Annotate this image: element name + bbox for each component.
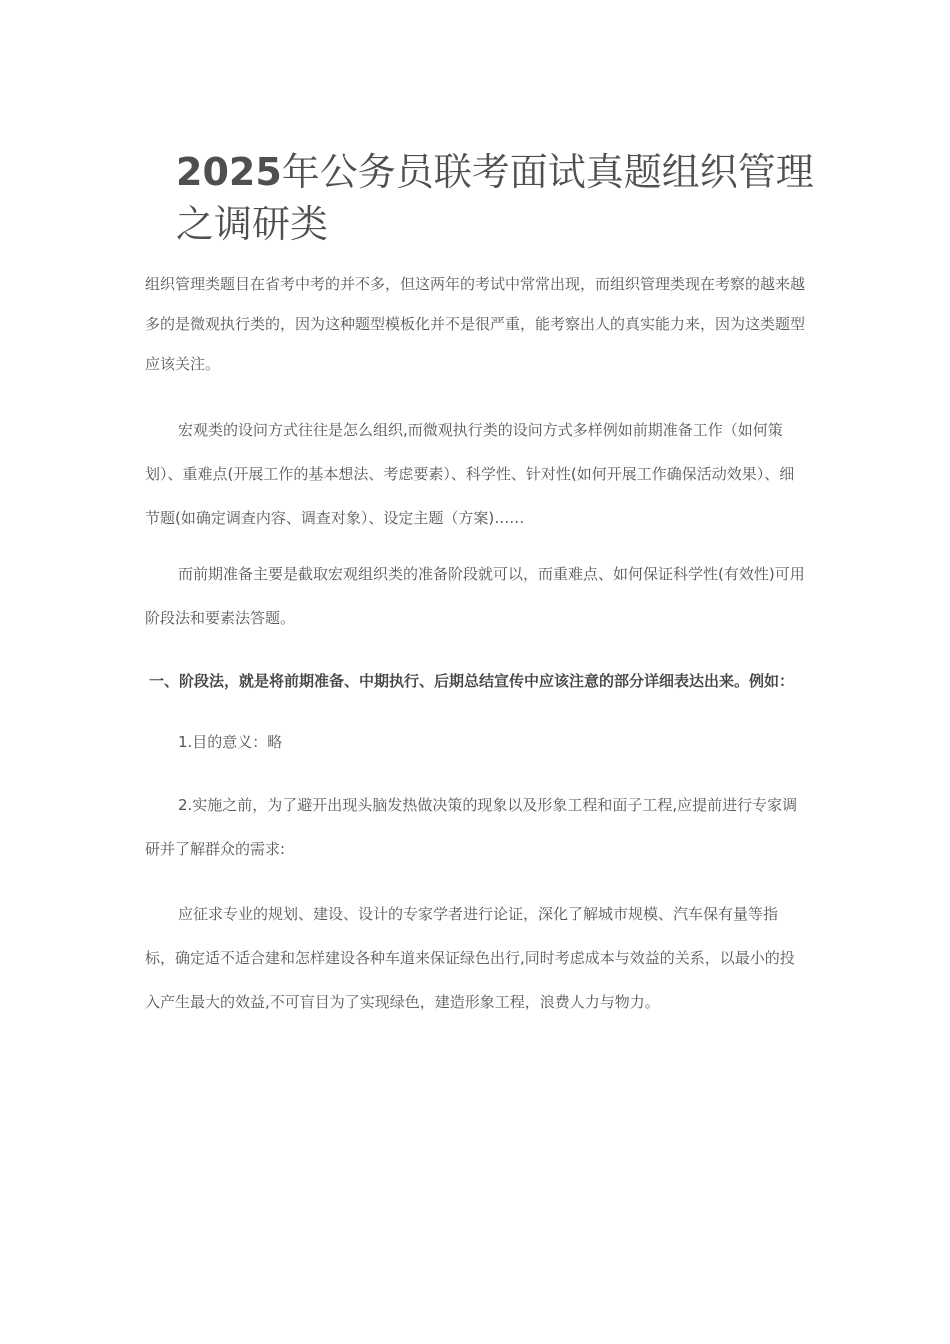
paragraph-preparation: 而前期准备主要是截取宏观组织类的准备阶段就可以，而重难点、如何保证科学性(有效性)可用阶段法和要素法答题。 (145, 565, 805, 627)
document-body (145, 264, 807, 1024)
page-title (176, 146, 816, 250)
section-heading-text: 一、阶段法，就是将前期准备、中期执行、后期总结宣传中应该注意的部分详细表达出来。例如： (149, 672, 795, 690)
list-item-purpose: 1.目的意义：略 (178, 733, 283, 751)
paragraph-intro: 组织管理类题目在省考中考的并不多，但这两年的考试中常常出现，而组织管理类现在考察的越来越多的是微观执行类的，因为这种题型模板化并不是很严重，能考察出人的真实能力来，因为这类题型应该关注。 (145, 275, 806, 373)
paragraph-question-types: 宏观类的设问方式往往是怎么组织,而微观执行类的设问方式多样例如前期准备工作（如何策划）、重难点(开展工作的基本想法、考虑要素）、科学性、针对性(如何开展工作确保活动效果）、细节题(如确定调查内容、调查对象）、设定主题（方案)…… (145, 421, 795, 527)
title-text: 年公务员联考面试真题组织管理之调研类 (176, 150, 814, 246)
title-year: 2025 (176, 150, 282, 194)
section-heading-stage-method (145, 640, 807, 706)
paragraph-expert-consultation: 应征求专业的规划、建设、设计的专家学者进行论证，深化了解城市规模、汽车保有量等指标，确定适不适合建和怎样建设各种车道来保证绿色出行,同时考虑成本与效益的关系，以最小的投入产生最大的效益,不可盲目为了实现绿色，建造形象工程，浪费人力与物力。 (145, 905, 795, 1011)
list-item-before-implementation: 2.实施之前，为了避开出现头脑发热做决策的现象以及形象工程和面子工程,应提前进行专家调研并了解群众的需求: (145, 796, 798, 858)
